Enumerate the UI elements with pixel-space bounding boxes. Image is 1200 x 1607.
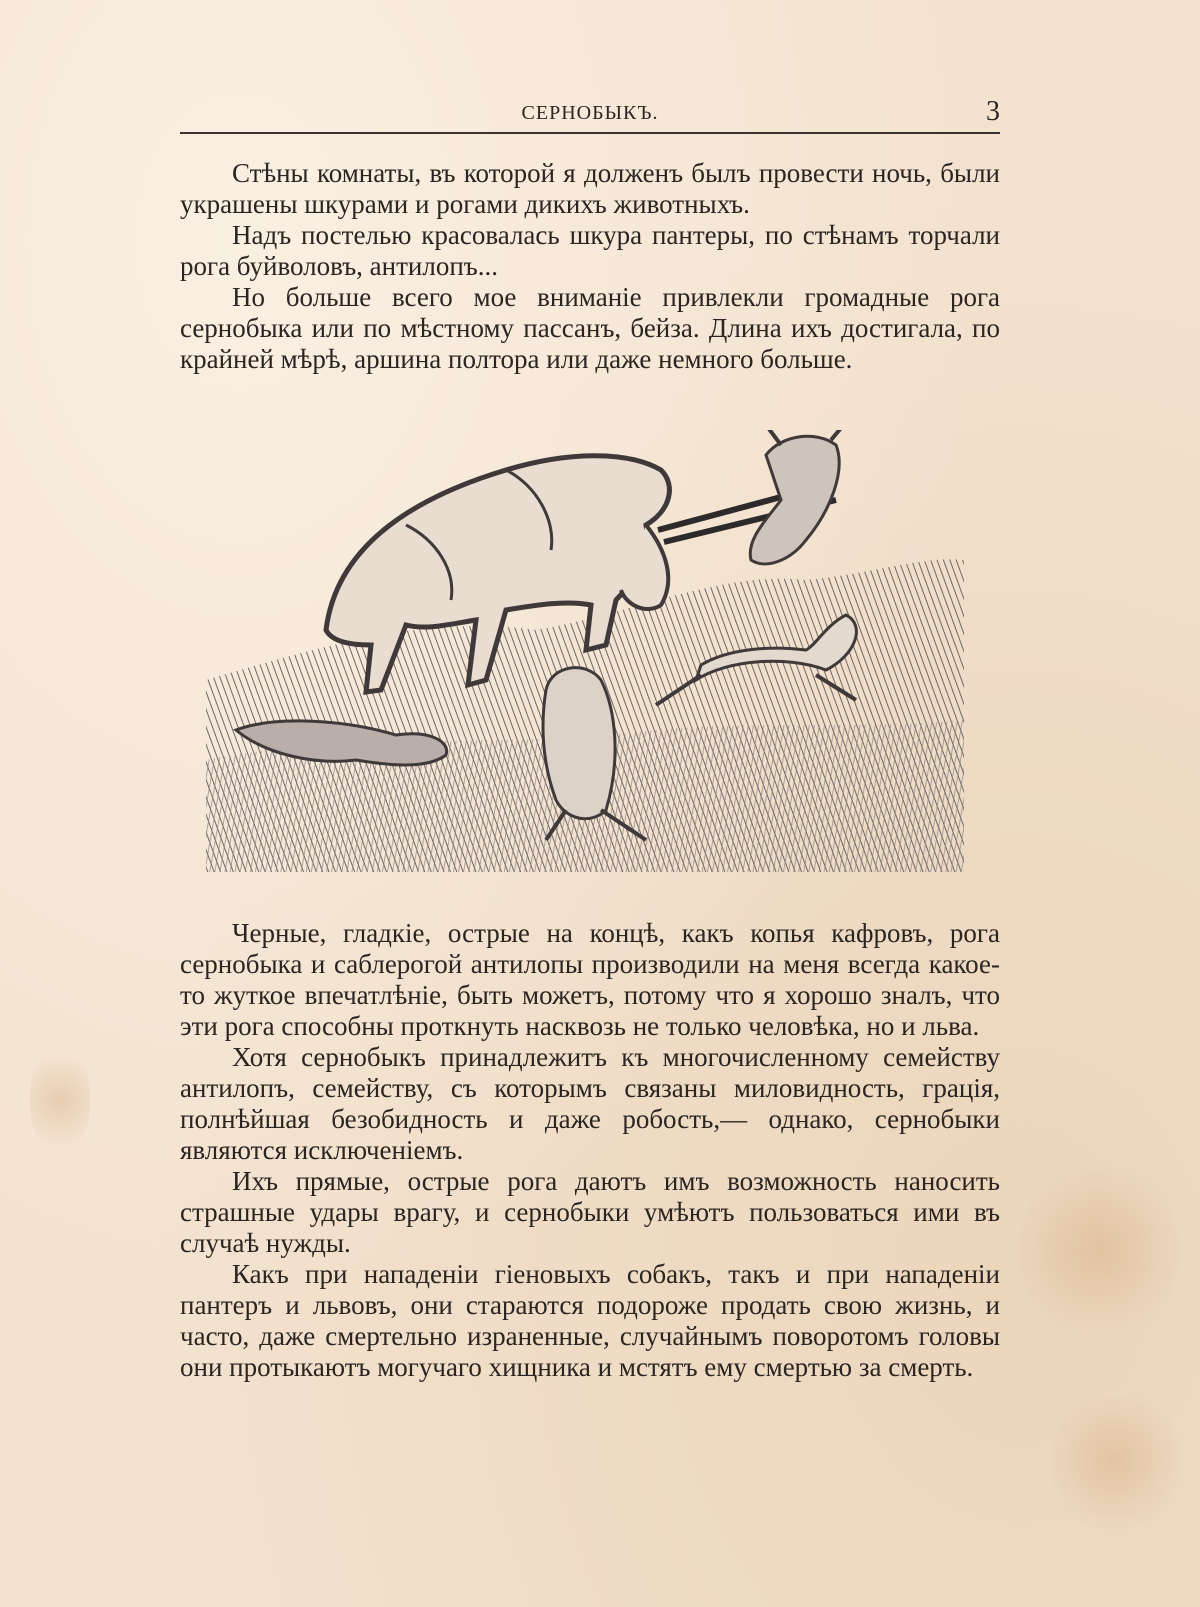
running-head (180, 98, 1000, 134)
paragraph: Надъ постелью красовалась шкура пантеры, по стѣнамъ торчали рога буйволовъ, антилопъ... (180, 220, 1000, 281)
standing-dog (543, 668, 615, 819)
paragraph: Стѣны комнаты, въ которой я долженъ былъ провести ночь, были украшены шкурами и рогами дикихъ животныхъ. (180, 158, 1000, 219)
text-block-bottom (180, 918, 1000, 1383)
dog-leg (766, 430, 781, 445)
running-title: СЕРНОБЫКЪ. (521, 102, 659, 124)
paragraph: Какъ при нападеніи гіеновыхъ собакъ, такъ и при нападеніи пантеръ и львовъ, они стараются подороже продать свою жизнь, и часто, даже смертельно израненные, случайнымъ поворотомъ головы они протыкаютъ могучаго хищника и мстятъ ему смертью за смерть. (180, 1259, 1000, 1382)
paper-stain (1020, 1150, 1180, 1350)
page-number: 3 (986, 96, 1000, 127)
paper-stain (30, 1040, 90, 1160)
dog-leg (831, 430, 846, 440)
paper-stain (1050, 1380, 1180, 1540)
oryx-fighting-wild-dogs-illustration (206, 430, 964, 872)
text-block-top (180, 158, 1000, 375)
paragraph: Ихъ прямые, острые рога даютъ имъ возможность наносить страшные удары врагу, и сернобыки умѣютъ пользоваться ими въ случаѣ нужды. (180, 1166, 1000, 1258)
paragraph: Но больше всего мое вниманіе привлекли громадные рога сернобыка или по мѣстному пассанъ, бейза. Длина ихъ достигала, по крайней мѣрѣ, аршина полтора или даже немного больше. (180, 282, 1000, 374)
paragraph: Черные, гладкіе, острые на концѣ, какъ копья кафровъ, рога сернобыка и саблерогой антилопы производили на меня всегда какое-то жуткое впечатлѣніе, быть можетъ, потому что я хорошо зналъ, что эти рога способны проткнуть насквозь не только человѣка, но и льва. (180, 918, 1000, 1041)
paragraph: Хотя сернобыкъ принадлежитъ къ многочисленному семейству антилопъ, семейству, съ которымъ связаны миловидность, грація, полнѣйшая безобидность и даже робость,— однако, сернобыки являются исключеніемъ. (180, 1042, 1000, 1165)
